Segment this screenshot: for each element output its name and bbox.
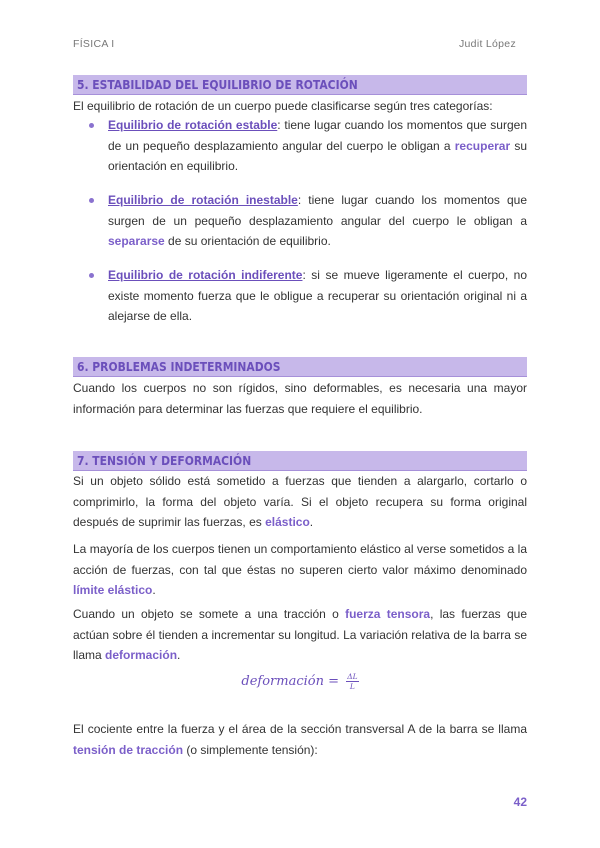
section-7-paragraph-1: Si un objeto sólido está sometido a fuerzas que tienden a alargarlo, cortarlo o comprimirlo, la forma del objeto varía. Si el objeto recupera su forma original después de suprimir las fuerzas, es elástico. xyxy=(73,474,527,529)
hl-deformacion: deformación xyxy=(105,648,178,662)
bullet-unstable: Equilibrio de rotación inestable: tiene lugar cuando los momentos que surgen de un pequeño desplazamiento angular del cuerpo le obligan a separarse de su orientación de equilibrio. xyxy=(108,193,528,248)
section-6-heading: 6. PROBLEMAS INDETERMINADOS xyxy=(73,357,527,377)
section-7-heading: 7. TENSIÓN Y DEFORMACIÓN xyxy=(73,451,527,471)
equation-fraction xyxy=(346,672,358,691)
hl-recuperar: recuperar xyxy=(454,138,511,153)
hl-separarse: separarse xyxy=(108,234,165,248)
hl-tension-traccion: tensión de tracción xyxy=(73,742,184,757)
deformation-equation xyxy=(0,672,600,691)
header-subject: FÍSICA I xyxy=(73,38,115,50)
section-6-paragraph: Cuando los cuerpos no son rígidos, sino deformables, es necesaria una mayor información para determinar las fuerzas que requiere el equilibrio. xyxy=(73,381,527,416)
bullet-dot-icon xyxy=(89,198,94,203)
header-author: Judit López xyxy=(458,38,516,50)
bullet-dot-icon xyxy=(89,123,94,128)
term-unstable: Equilibrio de rotación inestable xyxy=(108,193,298,207)
equation-lhs: deformación xyxy=(241,674,324,689)
page-number: 42 xyxy=(513,795,527,809)
equation-denominator: L xyxy=(349,682,355,691)
hl-limite-elastico: límite elástico xyxy=(73,583,153,597)
equation-equals: = xyxy=(328,674,340,689)
section-7-paragraph-2: La mayoría de los cuerpos tienen un comportamiento elástico al verse sometidos a la acción de fuerzas, con tal que éstas no superen cierto valor máximo denominado límite elástico. xyxy=(73,542,527,597)
equation-numerator: ΔL xyxy=(347,672,358,681)
section-5-intro: El equilibrio de rotación de un cuerpo puede clasificarse según tres categorías: xyxy=(73,99,493,113)
section-7-paragraph-3: Cuando un objeto se somete a una tracción o fuerza tensora, las fuerzas que actúan sobre él tienden a incrementar su longitud. La variación relativa de la barra se llama deformación. xyxy=(73,607,527,662)
section-7-paragraph-4: El cociente entre la fuerza y el área de la sección transversal A de la barra se llama tensión de tracción (o simplemente tensión): xyxy=(73,722,527,757)
section-5-heading: 5. ESTABILIDAD DEL EQUILIBRIO DE ROTACIÓN xyxy=(73,75,527,95)
bullet-dot-icon xyxy=(89,273,94,278)
term-indifferent: Equilibrio de rotación indiferente xyxy=(108,268,303,282)
bullet-stable: Equilibrio de rotación estable: tiene lugar cuando los momentos que surgen de un pequeño desplazamiento angular del cuerpo le obligan a recuperar su orientación en equilibrio. xyxy=(108,118,527,173)
term-stable: Equilibrio de rotación estable xyxy=(108,118,278,132)
bullet-indifferent: Equilibrio de rotación indiferente: si se mueve ligeramente el cuerpo, no existe momento fuerza que le obligue a recuperar su orientación original ni a alejarse de ella. xyxy=(108,268,527,323)
hl-fuerza-tensora: fuerza tensora xyxy=(345,607,431,621)
hl-elastico: elástico xyxy=(265,515,310,529)
